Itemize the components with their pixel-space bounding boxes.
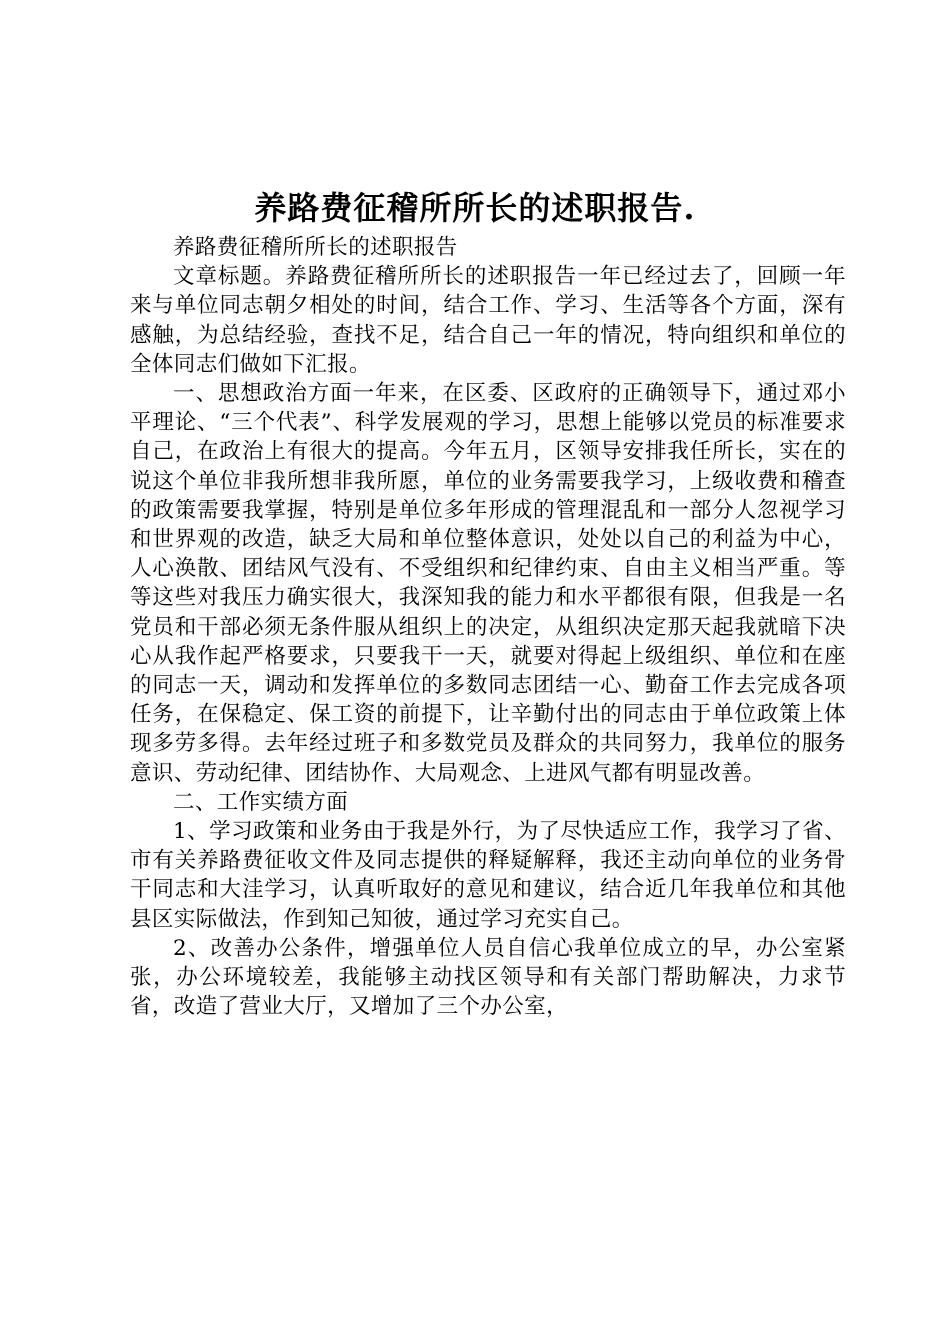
section-one-paragraph: 一、思想政治方面一年来，在区委、区政府的正确领导下，通过邓小平理论、“三个代表”、科学发展观的学习，思想上能够以党员的标准要求自己，在政治上有很大的提高。今年五月，区领导安排我任所长，实在的说这个单位非我所想非我所愿，单位的业务需要我学习，上级收费和稽查的政策需要我掌握，特别是单位多年形成的管理混乱和一部分人忽视学习和世界观的改造，缺乏大局和单位整体意识，处处以自己的利益为中心，人心涣散、团结风气没有、不受组织和纪律约束、自由主义相当严重。等等这些对我压力确实很大，我深知我的能力和水平都很有限，但我是一名党员和干部必须无条件服从组织上的决定，从组织决定那天起我就暗下决心从我作起严格要求，只要我干一天，就要对得起上级组织、单位和在座的同志一天，调动和发挥单位的多数同志团结一心、勤奋工作去完成各项任务，在保稳定、保工资的前提下，让辛勤付出的同志由于单位政策上体现多劳多得。去年经过班子和多数党员及群众的共同努力，我单位的服务意识、劳动纪律、团结协作、大局观念、上进风气都有明显改善。 <box>130 381 846 786</box>
item-one-paragraph: 1、学习政策和业务由于我是外行，为了尽快适应工作，我学习了省、市有关养路费征收文件及同志提供的释疑解释，我还主动向单位的业务骨干同志和大洼学习，认真听取好的意见和建议，结合近几年我单位和其他县区实际做法，作到知己知彼，通过学习充实自己。 <box>130 819 846 932</box>
intro-paragraph: 文章标题。养路费征稽所所长的述职报告一年已经过去了，回顾一年来与单位同志朝夕相处的时间，结合工作、学习、生活等各个方面，深有感触，为总结经验，查找不足，结合自己一年的情况，特向组织和单位的全体同志们做如下汇报。 <box>130 264 846 377</box>
section-two-heading: 二、工作实绩方面 <box>173 789 349 815</box>
document-title: 养路费征稽所所长的述职报告. <box>254 189 696 227</box>
document-body <box>130 233 846 1021</box>
item-two-paragraph: 2、改善办公条件，增强单位人员自信心我单位成立的早，办公室紧张，办公环境较差，我能够主动找区领导和有关部门帮助解决，力求节省，改造了营业大厅，又增加了三个办公室， <box>130 935 846 1020</box>
subtitle-paragraph: 养路费征稽所所长的述职报告 <box>173 235 458 260</box>
